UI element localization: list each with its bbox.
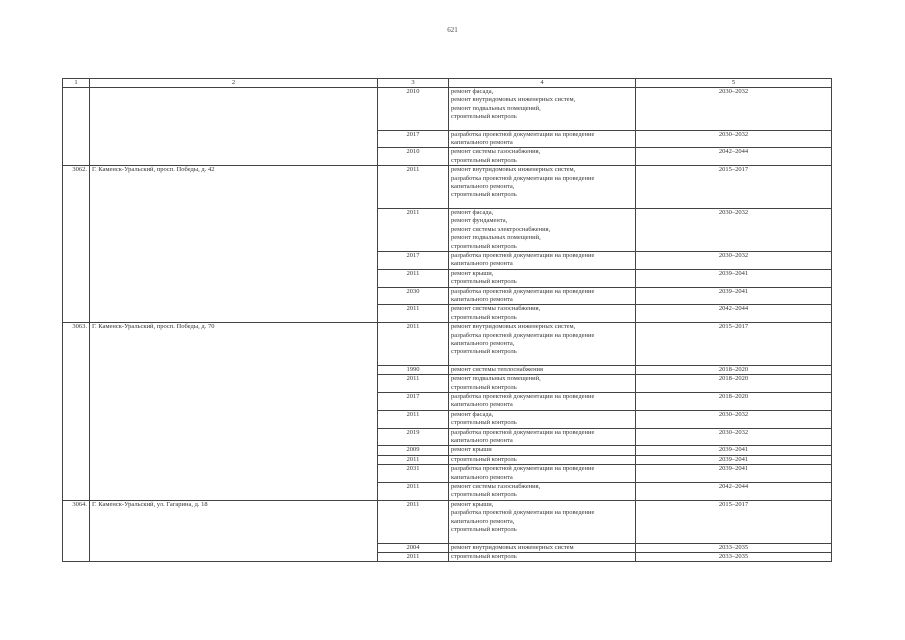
work-item: ремонт фундамента, (451, 217, 508, 225)
work-description (449, 166, 636, 209)
column-header-2: 2 (90, 79, 378, 88)
planned-period: 2042–2044 (636, 483, 832, 501)
planned-period: 2033–2035 (636, 552, 832, 561)
work-item: капитального ремонта (451, 295, 513, 303)
last-repair-year: 2017 (378, 393, 449, 411)
work-item: строительный контроль (451, 242, 517, 250)
last-repair-year: 2011 (378, 305, 449, 323)
last-repair-year: 2011 (378, 552, 449, 561)
work-item: ремонт крыши, (451, 500, 494, 508)
planned-period: 2030–2032 (636, 130, 832, 148)
work-item: строительный контроль (451, 526, 517, 534)
last-repair-year: 2004 (378, 543, 449, 552)
work-item: ремонт фасада, (451, 208, 494, 216)
work-item: ремонт фасада, (451, 88, 494, 95)
work-item: ремонт системы газоснабжения, (451, 483, 541, 491)
work-item: ремонт системы газоснабжения, (451, 305, 541, 313)
planned-period: 2042–2044 (636, 148, 832, 166)
work-item: ремонт подвальных помещений, (451, 104, 541, 112)
last-repair-year: 1990 (378, 365, 449, 374)
object-number: 3062. (63, 166, 90, 323)
planned-period: 2039–2041 (636, 446, 832, 455)
object-address: Г. Каменск-Уральский, просп. Победы, д. 42 (90, 166, 378, 323)
work-item: ремонт внутридомовых инженерных систем, (451, 166, 576, 174)
work-item: разработка проектной документации на проведение (451, 287, 595, 295)
page-number: 621 (447, 26, 458, 34)
last-repair-year: 2009 (378, 446, 449, 455)
work-item: ремонт системы газоснабжения, (451, 148, 541, 156)
work-item: ремонт внутридомовых инженерных систем (451, 543, 574, 551)
last-repair-year: 2010 (378, 88, 449, 131)
last-repair-year: 2011 (378, 500, 449, 543)
work-item: разработка проектной документации на проведение (451, 251, 595, 259)
table-row (63, 323, 832, 366)
last-repair-year: 2011 (378, 410, 449, 428)
work-description (449, 208, 636, 251)
planned-period: 2039–2041 (636, 465, 832, 483)
work-description (449, 465, 636, 483)
table-row (63, 500, 832, 543)
work-item: разработка проектной документации на проведение (451, 331, 595, 339)
object-address: Г. Каменск-Уральский, ул. Гагарина, д. 18 (90, 500, 378, 561)
work-item: разработка проектной документации на проведение (451, 465, 595, 473)
work-item: строительный контроль (451, 455, 517, 463)
last-repair-year: 2011 (378, 166, 449, 209)
column-header-3: 3 (378, 79, 449, 88)
work-description (449, 251, 636, 269)
work-item: строительный контроль (451, 552, 517, 560)
work-description (449, 365, 636, 374)
work-item: капитального ремонта, (451, 339, 515, 347)
work-item: капитального ремонта, (451, 517, 515, 525)
work-item: ремонт крыши (451, 446, 492, 454)
work-item: капитального ремонта (451, 401, 513, 409)
work-description (449, 543, 636, 552)
planned-period: 2039–2041 (636, 269, 832, 287)
work-item: ремонт крыши, (451, 269, 494, 277)
last-repair-year: 2030 (378, 287, 449, 305)
work-description (449, 410, 636, 428)
work-description (449, 305, 636, 323)
planned-period: 2039–2041 (636, 287, 832, 305)
work-item: строительный контроль (451, 419, 517, 427)
column-number-row (63, 79, 832, 88)
work-item: строительный контроль (451, 313, 517, 321)
work-item: строительный контроль (451, 278, 517, 286)
object-number (63, 88, 90, 166)
object-number: 3064. (63, 500, 90, 561)
planned-period: 2033–2035 (636, 543, 832, 552)
work-description (449, 500, 636, 543)
last-repair-year: 2010 (378, 148, 449, 166)
work-description (449, 428, 636, 446)
work-description (449, 148, 636, 166)
planned-period: 2015–2017 (636, 166, 832, 209)
work-item: капитального ремонта (451, 473, 513, 481)
planned-period: 2015–2017 (636, 323, 832, 366)
work-item: ремонт фасада, (451, 410, 494, 418)
table-body (63, 79, 832, 562)
last-repair-year: 2011 (378, 483, 449, 501)
work-item: строительный контроль (451, 348, 517, 356)
object-number: 3063. (63, 323, 90, 501)
last-repair-year: 2019 (378, 428, 449, 446)
work-item: строительный контроль (451, 383, 517, 391)
planned-period: 2018–2020 (636, 365, 832, 374)
planned-period: 2039–2041 (636, 455, 832, 464)
table-row (63, 166, 832, 209)
work-item: ремонт внутридомовых инженерных систем, (451, 323, 576, 331)
work-item: ремонт системы теплоснабжения (451, 365, 544, 373)
planned-period: 2042–2044 (636, 305, 832, 323)
work-description (449, 375, 636, 393)
column-header-1: 1 (63, 79, 90, 88)
planned-period: 2030–2032 (636, 410, 832, 428)
work-description (449, 552, 636, 561)
planned-period: 2030–2032 (636, 88, 832, 131)
table-row (63, 88, 832, 131)
work-item: ремонт подвальных помещений, (451, 234, 541, 242)
object-address (90, 88, 378, 166)
work-item: капитального ремонта (451, 437, 513, 445)
last-repair-year: 2011 (378, 323, 449, 366)
last-repair-year: 2011 (378, 375, 449, 393)
last-repair-year: 2011 (378, 208, 449, 251)
last-repair-year: 2031 (378, 465, 449, 483)
work-item: ремонт подвальных помещений, (451, 375, 541, 383)
repair-schedule-table (62, 78, 832, 562)
work-item: капитального ремонта (451, 260, 513, 268)
work-item: разработка проектной документации на проведение (451, 393, 595, 400)
work-item: строительный контроль (451, 113, 517, 121)
work-item: разработка проектной документации на проведение (451, 509, 595, 517)
last-repair-year: 2011 (378, 455, 449, 464)
column-header-5: 5 (636, 79, 832, 88)
last-repair-year: 2017 (378, 130, 449, 148)
work-description (449, 88, 636, 131)
planned-period: 2030–2032 (636, 428, 832, 446)
planned-period: 2030–2032 (636, 251, 832, 269)
work-item: ремонт системы электроснабжения, (451, 225, 551, 233)
work-item: ремонт внутридомовых инженерных систем, (451, 96, 576, 104)
work-description (449, 130, 636, 148)
work-item: разработка проектной документации на проведение (451, 130, 595, 138)
work-item: разработка проектной документации на проведение (451, 428, 595, 436)
work-description (449, 269, 636, 287)
work-item: капитального ремонта, (451, 183, 515, 191)
last-repair-year: 2011 (378, 269, 449, 287)
work-description (449, 483, 636, 501)
work-item: строительный контроль (451, 156, 517, 164)
work-description (449, 287, 636, 305)
last-repair-year: 2017 (378, 251, 449, 269)
planned-period: 2015–2017 (636, 500, 832, 543)
work-item: разработка проектной документации на проведение (451, 174, 595, 182)
work-description (449, 455, 636, 464)
planned-period: 2018–2020 (636, 375, 832, 393)
planned-period: 2018–2020 (636, 393, 832, 411)
work-item: строительный контроль (451, 191, 517, 199)
column-header-4: 4 (449, 79, 636, 88)
planned-period: 2030–2032 (636, 208, 832, 251)
work-item: капитального ремонта (451, 139, 513, 147)
object-address: Г. Каменск-Уральский, просп. Победы, д. 70 (90, 323, 378, 501)
work-description (449, 323, 636, 366)
work-description (449, 446, 636, 455)
work-item: строительный контроль (451, 491, 517, 499)
work-description (449, 393, 636, 411)
